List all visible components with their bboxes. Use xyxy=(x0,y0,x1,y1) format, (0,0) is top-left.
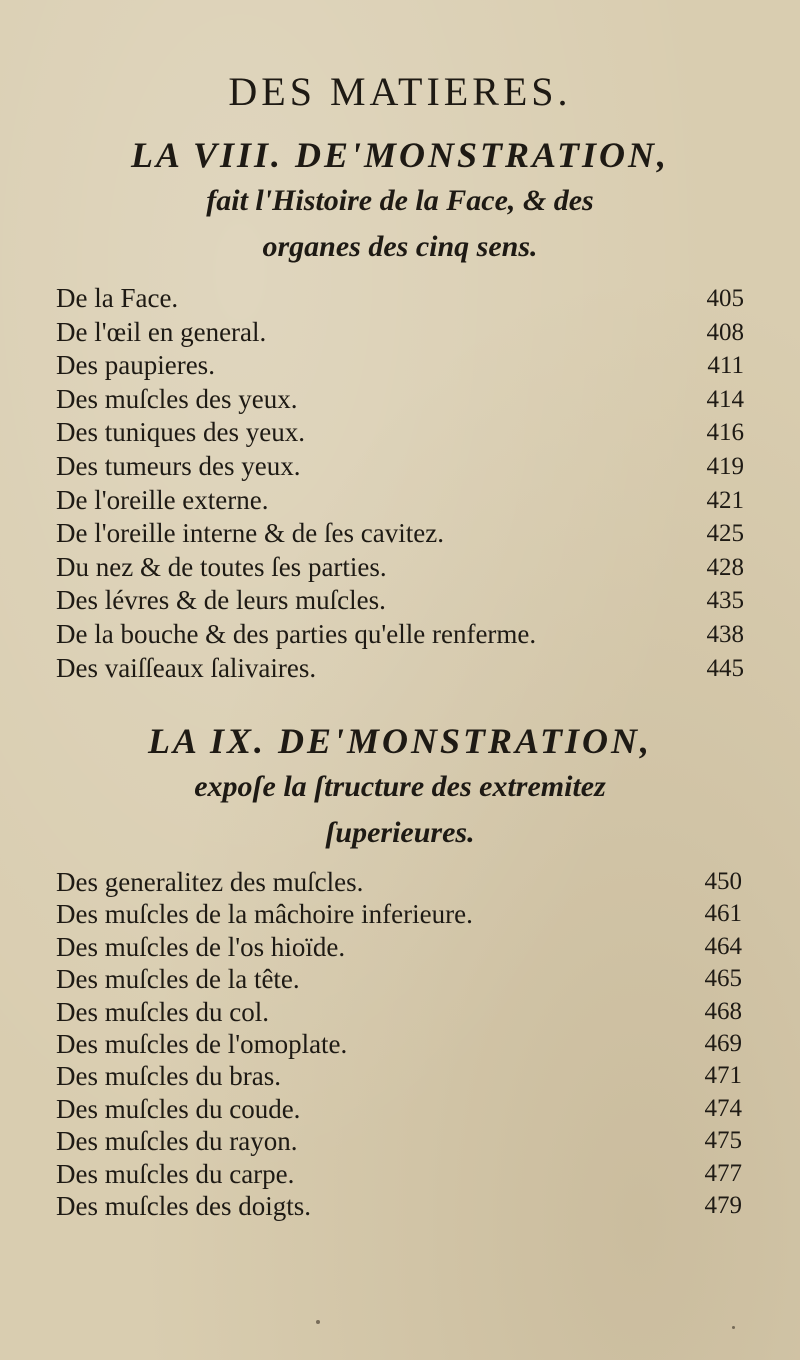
entry-label: Des muſcles de l'os hioïde. xyxy=(56,931,346,962)
section-title-viii xyxy=(40,132,760,270)
section-heading: LA VIII. DE'MONSTRATION, xyxy=(130,135,670,175)
entry-page-number: 450 xyxy=(704,868,742,895)
running-head: DES MATIERES. xyxy=(228,69,572,114)
paper-speck xyxy=(316,1320,320,1324)
entry-page-number: 425 xyxy=(706,520,744,548)
contents-entry xyxy=(56,551,756,585)
contents-entry xyxy=(56,1093,756,1125)
section-subtitle-line: fait l'Histoire de la Face, & des xyxy=(206,184,594,217)
entry-label: Des tumeurs des yeux. xyxy=(56,450,301,481)
entry-page-number: 477 xyxy=(704,1159,742,1187)
contents-entry xyxy=(56,652,756,686)
entry-page-number: 416 xyxy=(706,419,744,447)
entry-page-number: 474 xyxy=(704,1094,742,1122)
entry-page-number: 408 xyxy=(706,318,744,346)
section-subtitle-line: expoſe la ſtructure des extremitez xyxy=(194,770,606,803)
entry-page-number: 421 xyxy=(706,486,744,514)
entry-label: De l'oreille externe. xyxy=(56,484,269,515)
entry-page-number: 435 xyxy=(706,587,744,615)
entry-label: Des muſcles du carpe. xyxy=(56,1158,295,1189)
entry-label: Des muſcles du rayon. xyxy=(56,1126,298,1157)
entry-label: Des paupieres. xyxy=(56,350,215,381)
contents-list-ix xyxy=(56,866,756,1222)
entry-label: Du nez & de toutes ſes parties. xyxy=(56,551,387,582)
section-subtitle-line: ſuperieures. xyxy=(325,816,475,849)
entry-page-number: 428 xyxy=(706,553,744,581)
contents-entry xyxy=(56,1060,756,1092)
entry-label: Des vaiſſeaux ſalivaires. xyxy=(56,652,317,683)
entry-label: Des lévres & de leurs muſcles. xyxy=(56,585,386,616)
entry-page-number: 438 xyxy=(706,620,744,648)
entry-page-number: 468 xyxy=(704,997,742,1025)
contents-entry xyxy=(56,963,756,995)
contents-entry xyxy=(56,383,756,417)
entry-label: De la Face. xyxy=(56,283,179,313)
section-title-ix xyxy=(40,718,760,856)
entry-label: Des muſcles du col. xyxy=(56,996,269,1027)
section-heading: LA IX. DE'MONSTRATION, xyxy=(147,721,653,761)
entry-page-number: 464 xyxy=(704,932,742,960)
contents-entry xyxy=(56,866,756,898)
entry-page-number: 414 xyxy=(706,385,744,413)
entry-label: Des generalitez des muſcles. xyxy=(56,867,364,897)
entry-label: Des tuniques des yeux. xyxy=(56,417,305,448)
contents-entry xyxy=(56,1028,756,1060)
entry-page-number: 471 xyxy=(704,1062,742,1090)
contents-entry xyxy=(56,898,756,930)
entry-label: De la bouche & des parties qu'elle renferme. xyxy=(56,618,537,649)
contents-entry xyxy=(56,1158,756,1190)
entry-label: Des muſcles des yeux. xyxy=(56,383,298,414)
entry-label: Des muſcles du bras. xyxy=(56,1061,281,1092)
entry-page-number: 461 xyxy=(704,900,742,928)
entry-page-number: 445 xyxy=(706,654,744,682)
entry-page-number: 405 xyxy=(706,285,744,312)
entry-label: Des muſcles de la tête. xyxy=(56,964,300,995)
paper-speck xyxy=(732,1326,735,1329)
contents-entry xyxy=(56,584,756,618)
entry-label: Des muſcles des doigts. xyxy=(56,1190,311,1221)
contents-list-viii xyxy=(56,282,756,685)
entry-page-number: 465 xyxy=(704,965,742,993)
contents-entry xyxy=(56,996,756,1028)
entry-page-number: 479 xyxy=(704,1191,742,1219)
contents-entry xyxy=(56,1125,756,1157)
contents-entry xyxy=(56,316,756,350)
contents-entry xyxy=(56,484,756,518)
contents-entry xyxy=(56,931,756,963)
contents-entry xyxy=(56,282,756,316)
entry-label: Des muſcles de l'omoplate. xyxy=(56,1028,348,1059)
contents-entry xyxy=(56,517,756,551)
entry-page-number: 475 xyxy=(704,1127,742,1155)
entry-page-number: 469 xyxy=(704,1029,742,1057)
contents-entry xyxy=(56,416,756,450)
entry-label: Des muſcles de la mâchoire inferieure. xyxy=(56,899,473,930)
entry-label: De l'œil en general. xyxy=(56,316,267,347)
contents-entry xyxy=(56,618,756,652)
entry-label: Des muſcles du coude. xyxy=(56,1093,301,1124)
entry-label: De l'oreille interne & de ſes cavitez. xyxy=(56,518,444,549)
section-subtitle-line: organes des cinq sens. xyxy=(262,230,538,263)
contents-entry xyxy=(56,450,756,484)
contents-entry xyxy=(56,1190,756,1222)
entry-page-number: 419 xyxy=(706,452,744,480)
contents-entry xyxy=(56,349,756,383)
entry-page-number: 411 xyxy=(707,352,744,380)
